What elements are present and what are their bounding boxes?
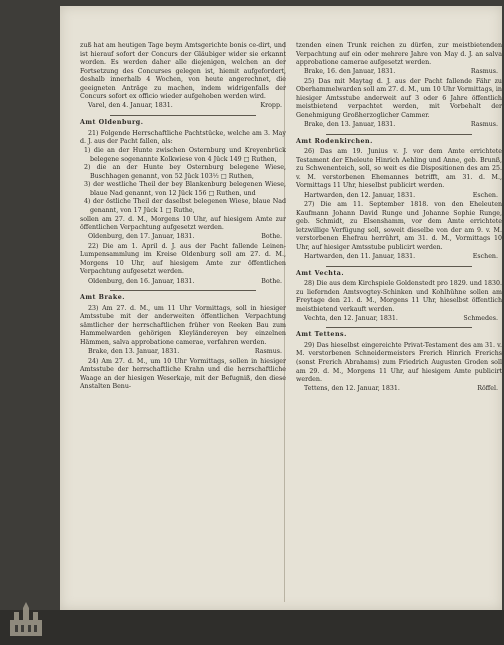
- signature: Bothe.: [261, 233, 282, 241]
- list-item: 4) der östliche Theil der daselbst belegenen Wiese, blaue Nad genannt, von 17 Jück 1 □ Ruthe,: [84, 198, 286, 215]
- dateline: [296, 68, 502, 77]
- dateline: [296, 121, 502, 130]
- dateline-text: Tettens, den 12. Januar, 1831.: [304, 385, 400, 393]
- dateline-text: Hartwarden, den 12. Januar, 1831.: [304, 191, 416, 199]
- paragraph: 28) Die aus dem Kirchspiele Goldenstedt pro 1829. und 1830. zu liefernden Amtsvogtey-Schinken und Kohlhühne sollen am Freytage den 21. d. M., Morgens 11 Uhr, hieselbst öffentlich meistbietend verkauft werden.: [296, 280, 502, 313]
- dateline-text: Brake, den 13. Januar, 1831.: [304, 121, 396, 129]
- dateline: [80, 278, 286, 287]
- list-item: 3) der westliche Theil der bey Blankenburg belegenen Wiese, blaue Nad genannt, von 12 Jück 156 □ Ruthen, und: [84, 181, 286, 197]
- section-heading: Amt Tettens.: [296, 331, 347, 339]
- paragraph: 25) Das mit Maytag d. J. aus der Pacht fallende Fähr zu Oberhammelwarden soll am 27. d. M., um 10 Uhr Vormittags, in hiesiger Amtsstube anderweit auf 3 oder 6 Jahre öffentlich meistbietend verpachtet werden, mit Vorbehalt der Genehmigung Großherzoglicher Cammer.: [296, 77, 502, 119]
- dateline-text: Hartwarden, den 11. Januar, 1831.: [304, 252, 416, 260]
- section-heading: Amt Vechta.: [296, 269, 345, 277]
- dateline-text: Brake, 16. den Januar, 1831.: [304, 68, 396, 76]
- paragraph: 23) Am 27. d. M., um 11 Uhr Vormittags, soll in hiesiger Amtsstube mit der anderweiten öffentlichen Verpachtung sämtlicher der herrschaftlichen früher von Reeken Bau zum Hammelwarden gehörigen Kleyländereyen bey einzelnen Hämmen, salva approbatione camerae, verfahren werden.: [80, 304, 286, 346]
- library-crest-icon: [6, 600, 46, 640]
- paragraph: 22) Die am 1. April d. J. aus der Pacht fallende Leinen- Lumpensammlung im Kreise Oldenburg soll am 27. d. M., Morgens 10 Uhr, auf hiesigem Amte zur öffentlichen Verpachtung aufgesetzt werden.: [80, 242, 286, 276]
- list-item: 1) die an der Hunte zwischen Osternburg und Kreyenbrück belegene sogenannte Kolkwiese von 4 Jück 149 □ Ruthen,: [84, 147, 286, 163]
- dateline-text: Varel, den 4. Januar, 1831.: [88, 102, 173, 110]
- scan-background: [0, 610, 504, 645]
- left-column: [80, 42, 286, 392]
- dateline: [296, 315, 502, 324]
- dateline: [296, 385, 502, 394]
- paragraph: 21) Folgende Herrschaftliche Pachtstücke, welche am 3. May d. J. aus der Pacht fallen, als:: [80, 129, 286, 146]
- dateline-text: Oldenburg, den 16. Januar, 1831.: [88, 277, 195, 285]
- dateline-text: Vechta, den 12. Januar, 1831.: [304, 314, 398, 322]
- signature: Röffel.: [477, 385, 498, 393]
- section-rule: [110, 115, 256, 116]
- signature: Rasmus.: [470, 68, 498, 76]
- paragraph: 29) Das hieselbst eingereichte Privat-Testament des am 31. v. M. verstorbenen Schneidermeisters Frerich Hinrich Frerichs (sonst Frerich Abrahams) zum Friedrich Augusten Groden soll am 29. d. M., Morgens 11 Uhr, auf hiesigem Amte publicirt werden.: [296, 341, 502, 384]
- signature: Eschen.: [472, 252, 498, 260]
- paragraph: sollen am 27. d. M., Morgens 10 Uhr, auf hiesigem Amte zur öffentlichen Verpachtung aufgesetzt werden.: [80, 215, 286, 232]
- section-rule: [110, 290, 256, 291]
- signature: Rasmus.: [254, 348, 282, 356]
- list-item: 2) die an der Hunte bey Osternburg belegene Wiese, Buschhagen genannt, von 52 Jück 103½ □ Ruthen,: [84, 164, 286, 180]
- signature: Schmedes.: [463, 314, 498, 322]
- signature: Rasmus.: [470, 121, 498, 129]
- dateline: [80, 348, 286, 357]
- section-heading: Amt Brake.: [80, 294, 125, 302]
- signature: Kropp.: [260, 102, 282, 110]
- dateline: [296, 253, 502, 262]
- paragraph: tzenden einen Trunk reichen zu dürfen, zur meistbietenden Verpachtung auf ein oder mehrere Jahre von May d. J. an salva approbatione camerae aufgesetzt werden.: [296, 42, 502, 67]
- document-page: [60, 6, 502, 610]
- paragraph: zuß hat am heutigen Tage beym Amtsgerichte bonis ce-dirt, und ist hierauf sofort der Concurs der Gläubiger wider sie erkannt worden. Es werden daher alle diejenigen, welchen an der Fortsetzung des Concurses gelegen ist, hiemit aufgefordert, deshalb innerhalb 4 Wochen, von heute angerechnet, die geeigneten Anträge zu machen, indem widrigenfalls der Concurs sofort ex officio wieder aufgehoben werden wird.: [80, 42, 286, 101]
- paragraph: 27) Die am 11. September 1818. von den Eheleuten Kaufmann Johann David Runge und Johanne Sophie Runge, geb. Schmidt, zu Elsenshamm, vor dem Amte errichtete letzwillige Verfügung soll, soweit dieselbe von der am 9. v. M. verstorbenen Ehefrau herrührt, am 31. d. M., Vormittags 10 Uhr, auf hiesiger Amtsstube publicirt werden.: [296, 201, 502, 251]
- right-column: [296, 42, 502, 395]
- dateline: [80, 102, 286, 111]
- section-rule: [326, 327, 472, 328]
- signature: Bothe.: [261, 277, 282, 285]
- section-heading: Amt Oldenburg.: [80, 118, 144, 126]
- signature: Eschen.: [472, 191, 498, 199]
- section-rule: [326, 266, 472, 267]
- dateline-text: Oldenburg, den 17. Januar, 1831.: [88, 233, 195, 241]
- dateline: [296, 192, 502, 201]
- dateline-text: Brake, den 13. Januar, 1831.: [88, 348, 180, 356]
- dateline: [80, 233, 286, 242]
- section-heading: Amt Rodenkirchen.: [296, 137, 373, 145]
- paragraph: 26) Das am 19. Junius v. J. vor dem Amte errichtete Testament der Eheleute Hinrich Aehling und Anne, geb. Brunß, zu Schwenenteich, soll, so weit es die Dispositionen des am 25. v. M. verstorbenen Ehemannes betrifft, am 31. d. M., Vormittags 11 Uhr, hieselbst publicirt werden.: [296, 148, 502, 190]
- paragraph: 24) Am 27. d. M., um 10 Uhr Vormittags, sollen in hiesiger Amtsstube der herrschaftliche Krahn und die herrschaftliche Waage an der hiesigen Weserkaje, mit der Befugniß, den diese Anstalten Benu-: [80, 357, 286, 391]
- section-rule: [326, 134, 472, 135]
